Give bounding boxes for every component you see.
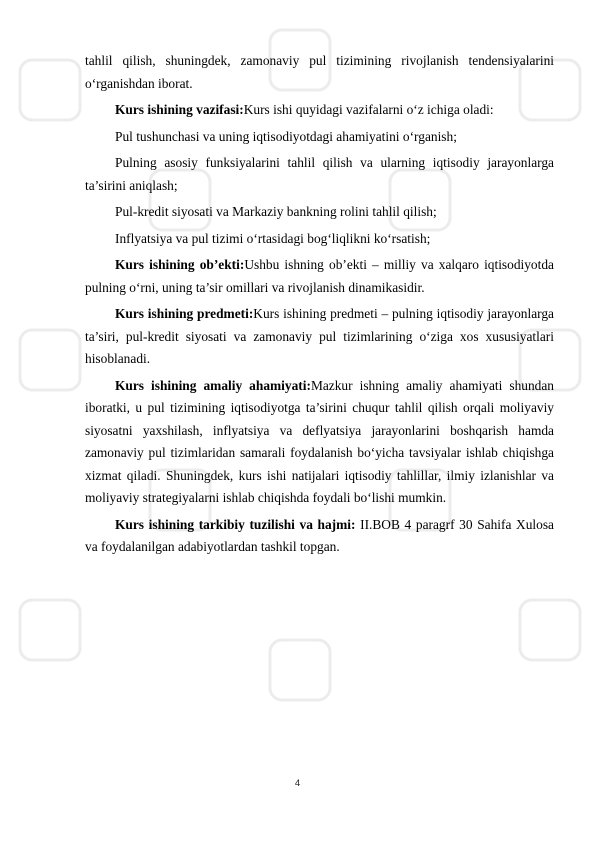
list-item-task-3 [85,201,554,224]
paragraph-label: Kurs ishining ob’ekti: [115,257,245,272]
document-body [85,50,554,563]
paragraph-text: Kurs ishi quyidagi vazifalarni o‘z ichiga oladi: [243,102,494,117]
paragraph-obekti [85,254,554,299]
list-item-task-4 [85,228,554,251]
paragraph-text: tahlil qilish, shuningdek, zamonaviy pul tizimining rivojlanish tendensiyalarini o‘rganishdan iborat. [85,53,554,91]
paragraph-amaliy-ahamiyati [85,375,554,510]
paragraph-text: II.BOB 4 paragrf 30 Sahifa Xulosa va foydalanilgan adabiyotlardan tashkil topgan. [85,516,554,554]
paragraph-label: Kurs ishining tarkibiy tuzilishi va hajmi: [115,516,356,532]
paragraph-text: Ushbu ishning ob’ekti – milliy va xalqaro iqtisodiyotda pulning o‘rni, uning ta’sir omillari va rivojlanish dinamikasidir. [85,257,554,295]
paragraph-tuzilishi [85,514,554,559]
paragraph-text: Pul-kredit siyosati va Markaziy bankning rolini tahlil qilish; [115,204,437,219]
list-item-task-2 [85,152,554,197]
list-item-task-1 [85,126,554,149]
paragraph-text: Pul tushunchasi va uning iqtisodiyotdagi ahamiyatini o‘rganish; [115,128,457,144]
page-number: 4 [294,778,301,789]
paragraph-text: Pulning asosiy funksiyalarini tahlil qilish va ularning iqtisodiy jarayonlarga ta’sirini aniqlash; [85,155,554,193]
paragraph-text: Inflyatsiya va pul tizimi o‘rtasidagi bog‘liqlikni ko‘rsatish; [115,230,431,246]
paragraph-label: Kurs ishining vazifasi: [115,102,244,117]
paragraph-text: Mazkur ishning amaliy ahamiyati shundan iboratki, u pul tizimining iqtisodiyotga ta’sirini chuqur tahlil qilish orqali moliyaviy siyosatni yaxshilash, inflyatsiya va deflyatsiya jarayonlarini boshqarish hamda zamonaviy pul tizimlaridan samarali foydalanish bo‘yicha tavsiyalar ishlab chiqishga xizmat qiladi. Shuningdek, kurs ishi natijalari iqtisodiy tahlillar, ilmiy izlanishlar va moliyaviy strategiyalarni ishlab chiqishda foydali bo‘lishi mumkin. [85,377,554,505]
paragraph-label: Kurs ishining amaliy ahamiyati: [115,377,311,393]
paragraph-intro [85,50,554,95]
paragraph-text: Kurs ishining predmeti – pulning iqtisodiy jarayonlarga ta’siri, pul-kredit siyosati va zamonaviy pul tizimlarining o‘ziga xos xususiyatlari hisoblanadi. [85,306,554,366]
paragraph-label: Kurs ishining predmeti: [115,306,254,321]
paragraph-predmeti [85,303,554,371]
paragraph-vazifasi [85,99,554,122]
